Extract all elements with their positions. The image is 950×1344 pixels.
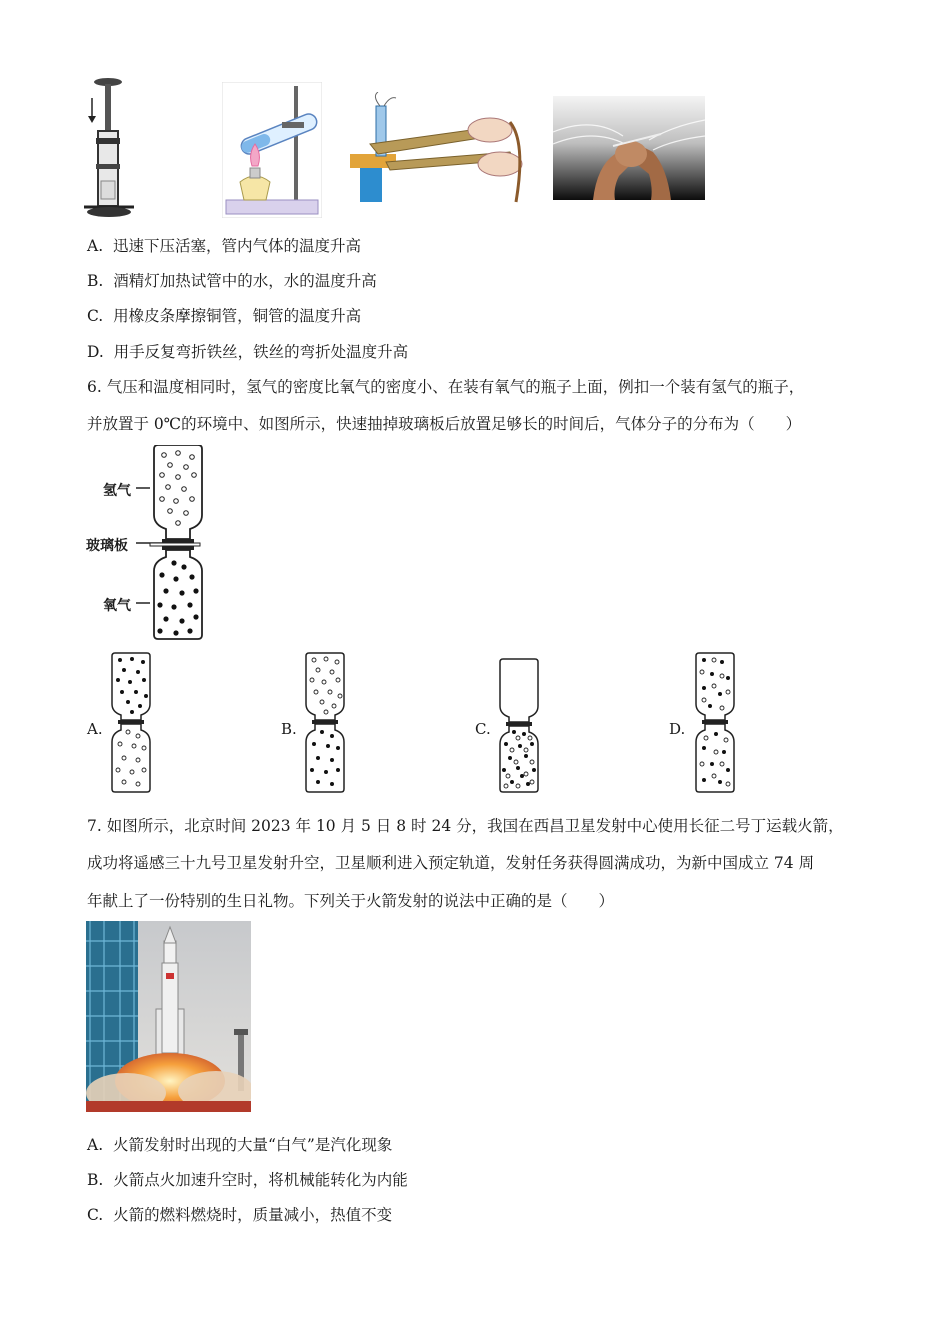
bending-wire-photo bbox=[553, 96, 705, 200]
q7-option-c: C. 火箭的燃料燃烧时，质量减小，热值不变 bbox=[87, 1206, 393, 1224]
q6-choice-a-bottles bbox=[108, 652, 154, 794]
q7-stem-line-3: 年献上了一份特别的生日礼物。下列关于火箭发射的说法中正确的是（ ） bbox=[87, 892, 615, 910]
q6-choice-b-bottles bbox=[302, 652, 348, 794]
q5-option-c: C. 用橡皮条摩擦铜管，铜管的温度升高 bbox=[87, 307, 362, 325]
q5-option-d: D. 用手反复弯折铁丝，铁丝的弯折处温度升高 bbox=[87, 343, 409, 361]
rocket-launch-photo bbox=[86, 921, 251, 1112]
fire-piston-figure bbox=[84, 76, 138, 218]
q6-choice-a-letter: A. bbox=[87, 720, 103, 738]
q5-option-b: B. 酒精灯加热试管中的水，水的温度升高 bbox=[87, 272, 377, 290]
hydrogen-label: 氢气 bbox=[103, 483, 131, 499]
q6-stem-line-1: 6. 气压和温度相同时，氢气的密度比氧气的密度小、在装有氧气的瓶子上面，例扣一个装有氢气的瓶子， bbox=[87, 378, 805, 396]
q6-choice-c-bottles bbox=[496, 658, 542, 794]
q6-choice-d-bottles bbox=[692, 652, 738, 794]
glass-plate-label: 玻璃板 bbox=[86, 538, 128, 554]
oxygen-label: 氧气 bbox=[103, 598, 131, 614]
rubbing-tube-figure bbox=[350, 92, 528, 204]
q6-stem-line-2: 并放置于 0℃的环境中、如图所示，快速抽掉玻璃板后放置足够长的时间后，气体分子的分布为（ ） bbox=[87, 415, 802, 433]
gas-bottles-diagram bbox=[136, 445, 212, 643]
q6-choice-b-letter: B. bbox=[281, 720, 297, 738]
q6-choice-d-letter: D. bbox=[669, 720, 686, 738]
q7-option-b: B. 火箭点火加速升空时，将机械能转化为内能 bbox=[87, 1171, 408, 1189]
q5-option-a: A. 迅速下压活塞，管内气体的温度升高 bbox=[87, 237, 361, 255]
q7-stem-line-1: 7. 如图所示，北京时间 2023 年 10 月 5 日 8 时 24 分，我国在西昌卫星发射中心使用长征二号丁运载火箭， bbox=[87, 817, 844, 835]
q7-stem-line-2: 成功将遥感三十九号卫星发射升空，卫星顺利进入预定轨道，发射任务获得圆满成功，为新中国成立 74 周 bbox=[87, 854, 815, 872]
q7-option-a: A. 火箭发射时出现的大量“白气”是汽化现象 bbox=[87, 1136, 393, 1154]
alcohol-lamp-figure bbox=[222, 82, 322, 218]
q6-choice-c-letter: C. bbox=[475, 720, 491, 738]
